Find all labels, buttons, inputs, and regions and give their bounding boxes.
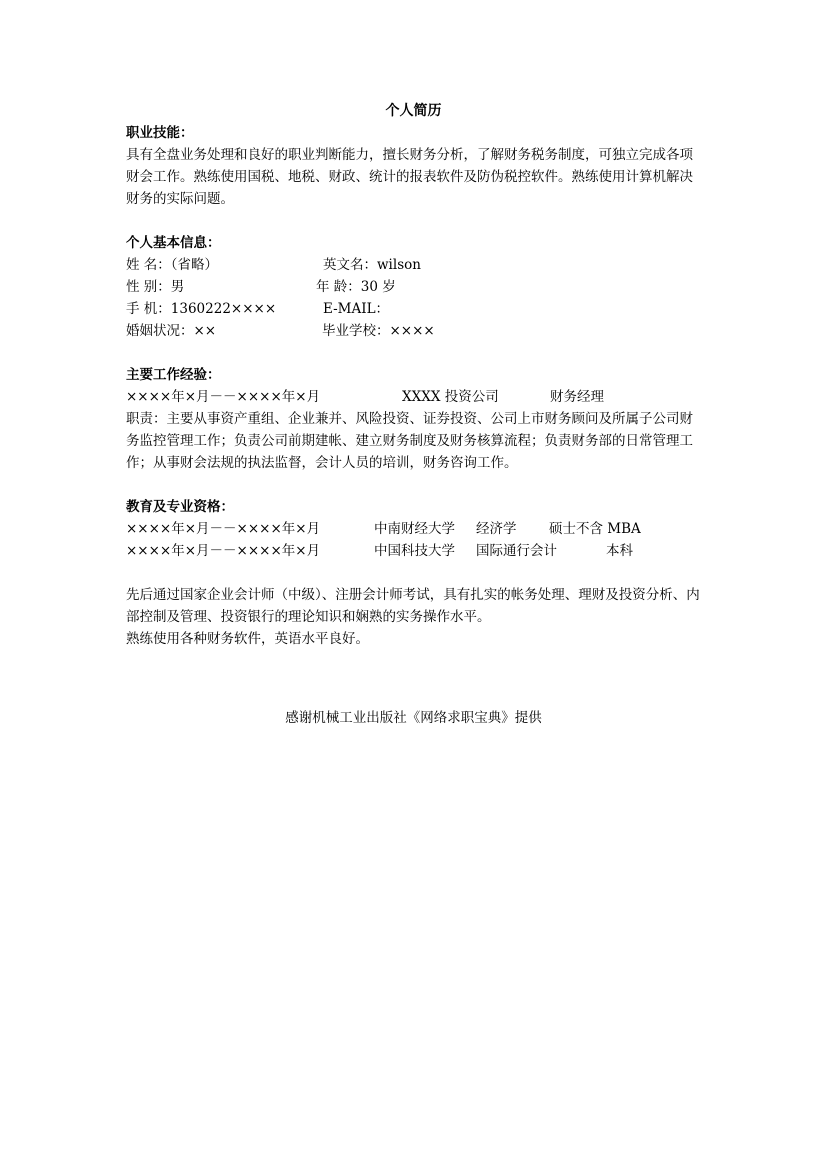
age-field: 年 龄：30 岁 [316,279,396,295]
education-row [126,518,706,540]
education-row [126,540,706,562]
education-period: ××××年×月－－××××年×月 [126,543,321,559]
education-degree: 硕士不含 MBA [549,521,641,537]
work-company: XXXX 投资公司 [402,389,499,405]
name-field: 姓 名：（省略） [126,257,219,273]
skills-text: 具有全盘业务处理和良好的职业判断能力，擅长财务分析，了解财务税务制度，可独立完成各项财会工作。熟练使用国税、地税、财政、统计的报表软件及防伪税控软件。熟练使用计算机解决财务的实际问题。 [126,147,693,207]
basic-info-row [126,254,706,276]
resume-content [126,122,706,650]
summary-text: 熟练使用各种财务软件，英语水平良好。 [126,631,369,647]
email-field: E-MAIL： [323,301,390,317]
education-school: 中国科技大学 [374,543,455,559]
basic-info-row [126,298,706,320]
education-major: 国际通行会计 [476,543,557,559]
gender-field: 性 别：男 [126,279,185,295]
work-position: 财务经理 [550,389,604,405]
footer-credit: 感谢机械工业出版社《网络求职宝典》提供 [285,710,542,726]
education-degree: 本科 [606,543,633,559]
education-heading: 教育及专业资格： [126,499,234,515]
school-field: 毕业学校：×××× [322,323,435,339]
education-school: 中南财经大学 [374,521,455,537]
work-period: ××××年×月－－××××年×月 [126,389,321,405]
work-duties: 职责：主要从事资产重组、企业兼并、风险投资、证券投资、公司上市财务顾问及所属子公司财务监控管理工作；负责公司前期建帐、建立财务制度及财务核算流程；负责财务部的日常管理工作；从事财会法规的执法监督，会计人员的培训，财务咨询工作。 [126,411,693,471]
work-heading: 主要工作经验： [126,367,221,383]
summary-text: 先后通过国家企业会计师（中级）、注册会计师考试，具有扎实的帐务处理、理财及投资分析、内部控制及管理、投资银行的理论知识和娴熟的实务操作水平。 [126,587,700,625]
basic-info-row [126,320,706,342]
basic-info-heading: 个人基本信息： [126,235,221,251]
skills-heading: 职业技能： [126,125,194,141]
education-period: ××××年×月－－××××年×月 [126,521,321,537]
page-title: 个人简历 [385,103,442,119]
english-name-field: 英文名：wilson [323,257,421,273]
education-major: 经济学 [476,521,517,537]
basic-info-row [126,276,706,298]
work-entry [126,386,706,408]
mobile-field: 手 机：1360222×××× [126,301,277,317]
marital-status-field: 婚姻状况：×× [126,323,217,339]
